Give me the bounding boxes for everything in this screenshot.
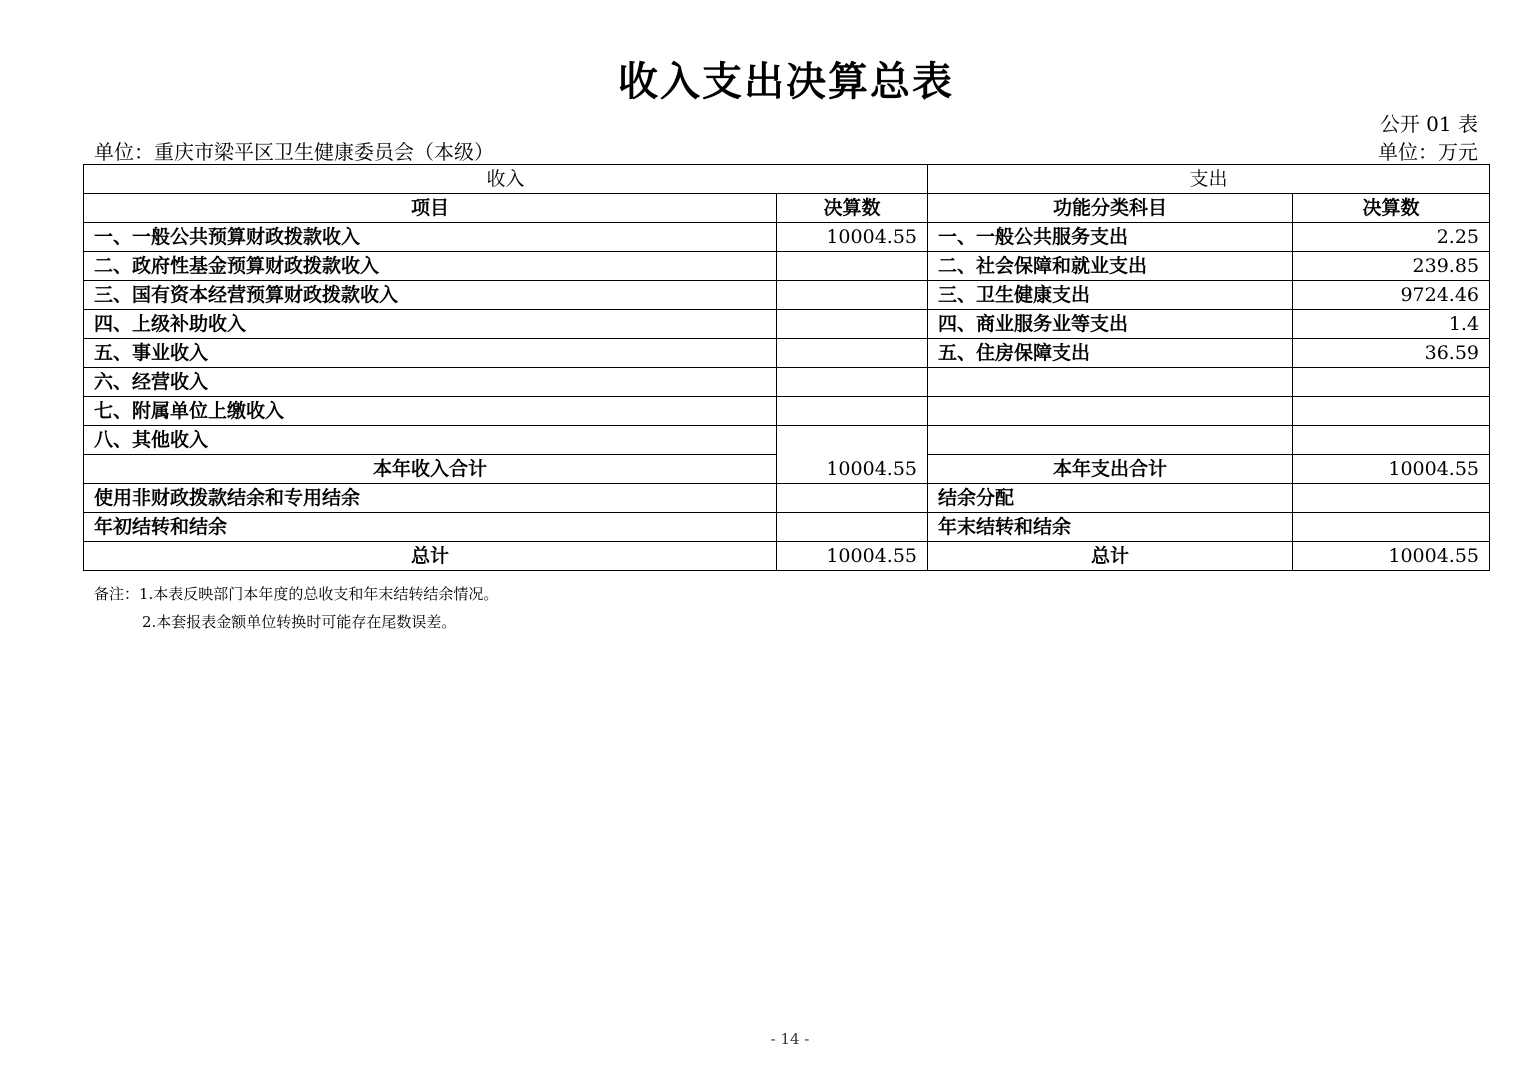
income-label: 七、附属单位上缴收入 [84,397,777,426]
page-number: - 14 - [770,1030,810,1048]
expense-label [928,368,1293,397]
income-total-label: 总计 [84,542,777,571]
expense-value [1293,397,1490,426]
table-row [84,484,1490,513]
total-row [84,542,1490,571]
income-label: 二、政府性基金预算财政拨款收入 [84,252,777,281]
expense-label: 年末结转和结余 [928,513,1293,542]
expense-section-header: 支出 [928,165,1490,194]
remark-line-2: 2.本套报表金额单位转换时可能存在尾数误差。 [142,613,457,631]
income-total-value: 10004.55 [777,542,928,571]
expense-value [1293,426,1490,455]
table-number: 公开 01 表 [1379,112,1478,136]
income-section-header: 收入 [84,165,928,194]
income-value [777,513,928,542]
income-amount-column-header: 决算数 [777,194,928,223]
remark-line-1: 备注：1.本表反映部门本年度的总收支和年末结转结余情况。 [94,585,499,603]
expense-subtotal-value: 10004.55 [1293,455,1490,484]
income-label: 年初结转和结余 [84,513,777,542]
money-unit: 单位：万元 [1378,140,1478,164]
table-row [84,310,1490,339]
income-value [777,281,928,310]
income-label: 使用非财政拨款结余和专用结余 [84,484,777,513]
expense-label [928,397,1293,426]
income-label: 三、国有资本经营预算财政拨款收入 [84,281,777,310]
column-header-row [84,194,1490,223]
income-label: 八、其他收入 [84,426,777,455]
expense-label: 三、卫生健康支出 [928,281,1293,310]
expense-total-label: 总计 [928,542,1293,571]
section-header-row [84,165,1490,194]
expense-value [1293,368,1490,397]
expense-label [928,426,1293,455]
income-value: 10004.55 [777,223,928,252]
expense-label: 结余分配 [928,484,1293,513]
table-row [84,252,1490,281]
budget-summary-table [83,164,1490,571]
expense-value: 2.25 [1293,223,1490,252]
income-label: 六、经营收入 [84,368,777,397]
income-label: 一、一般公共预算财政拨款收入 [84,223,777,252]
table-row [84,513,1490,542]
income-value [777,339,928,368]
income-value [777,310,928,339]
table-row [84,368,1490,397]
table-row [84,426,1490,455]
income-subtotal-label: 本年收入合计 [84,455,777,484]
income-label: 四、上级补助收入 [84,310,777,339]
expense-amount-column-header: 决算数 [1293,194,1490,223]
organization-unit: 单位：重庆市梁平区卫生健康委员会（本级） [94,140,494,164]
table-row [84,397,1490,426]
expense-label: 二、社会保障和就业支出 [928,252,1293,281]
expense-value: 1.4 [1293,310,1490,339]
expense-value [1293,513,1490,542]
income-value [777,252,928,281]
expense-total-value: 10004.55 [1293,542,1490,571]
table-row [84,223,1490,252]
expense-label: 一、一般公共服务支出 [928,223,1293,252]
function-class-column-header: 功能分类科目 [928,194,1293,223]
expense-label: 五、住房保障支出 [928,339,1293,368]
income-subtotal-value: 10004.55 [777,426,928,484]
expense-value: 36.59 [1293,339,1490,368]
table-row [84,339,1490,368]
income-value [777,484,928,513]
income-label: 五、事业收入 [84,339,777,368]
income-value [777,368,928,397]
table-row [84,281,1490,310]
page-title: 收入支出决算总表 [618,58,954,105]
expense-value [1293,484,1490,513]
item-column-header: 项目 [84,194,777,223]
expense-label: 四、商业服务业等支出 [928,310,1293,339]
expense-subtotal-label: 本年支出合计 [928,455,1293,484]
expense-value: 239.85 [1293,252,1490,281]
income-value [777,397,928,426]
expense-value: 9724.46 [1293,281,1490,310]
